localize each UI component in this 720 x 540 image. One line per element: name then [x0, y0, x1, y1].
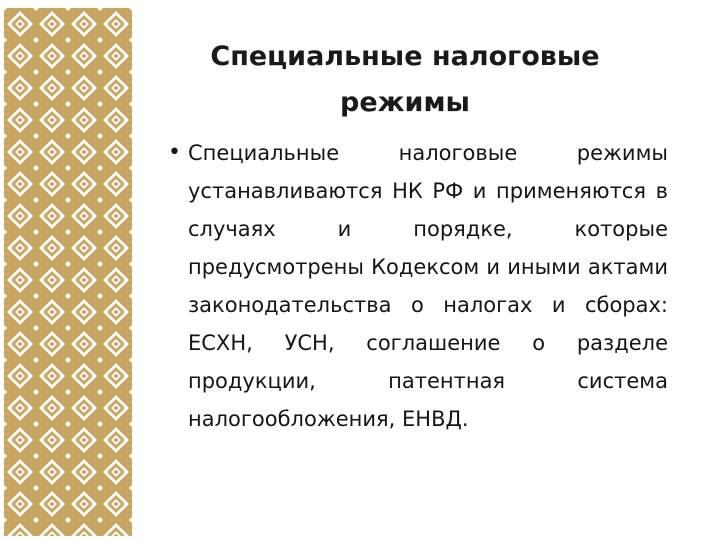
ornament-strip [4, 8, 132, 536]
bullet-item [168, 134, 668, 438]
diamond-pattern-icon [4, 8, 132, 536]
bullet-icon: • [168, 140, 181, 165]
bullet-list [168, 134, 668, 438]
bullet-text: Специальные налоговые режимы устанавливаются НК РФ и применяются в случаях и порядке, которые предусмотрены Кодексом и иными актами законодательства о налогах и сборах: ЕСХН, УСН, соглашение о разделе продукции, патентная система налогообложения, ЕНВД. [188, 141, 668, 431]
slide-title: Специальные налоговые режимы [210, 41, 600, 118]
